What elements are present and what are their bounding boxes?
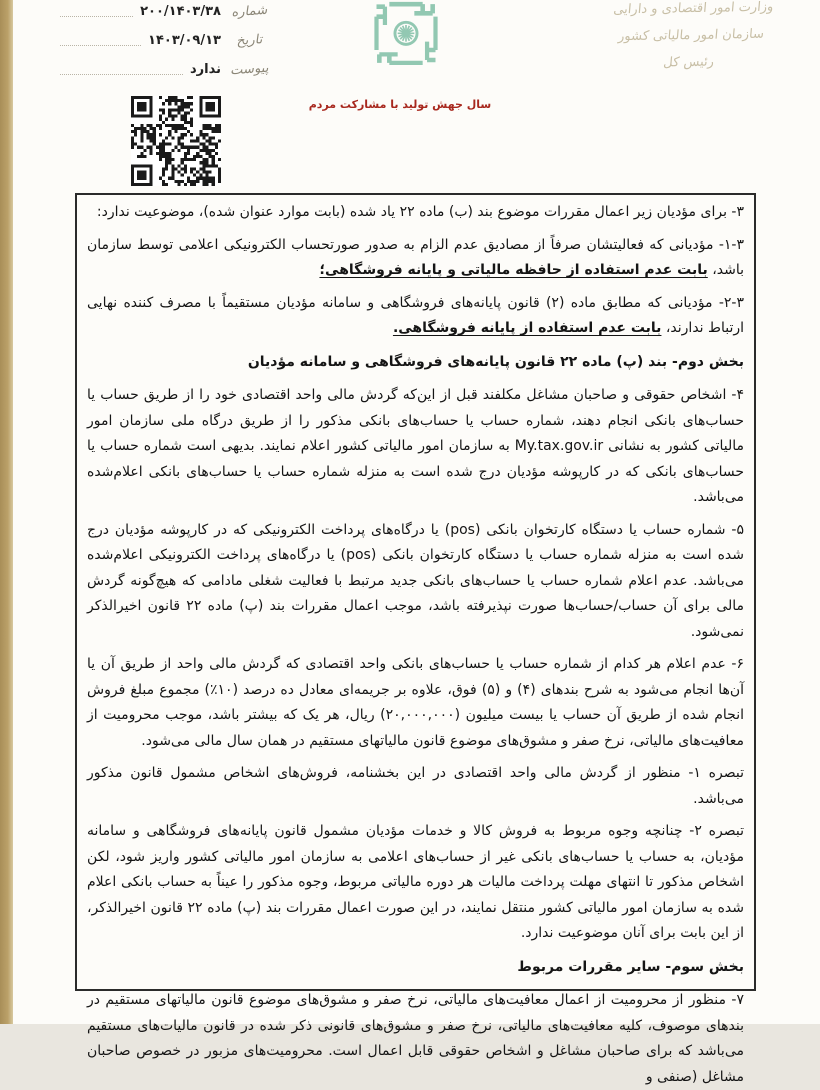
paragraph-7 (87, 988, 744, 1090)
dotted-rule (60, 45, 141, 46)
organization-name: سازمان امور مالیاتی کشور (617, 26, 765, 45)
paragraph-3-1 (87, 233, 744, 284)
meta-row-date (60, 31, 272, 49)
attachment-label: پیوست (229, 60, 271, 79)
paragraph-3 (87, 200, 744, 226)
number-label: شماره (231, 2, 270, 21)
meta-row-attachment (60, 60, 272, 78)
paragraph-text: ۱-۳- مؤدیانی که فعالیتشان صرفاً از مصادیق عدم الزام به صدور صورتحساب الکترونیکی اعلامی توسط سازمان باشد، (87, 236, 744, 278)
dotted-rule (60, 74, 183, 75)
date-label: تاریخ (235, 32, 265, 49)
paragraph-6 (87, 652, 744, 754)
year-slogan: سال جهش تولید با مشارکت مردم (308, 98, 492, 111)
paragraph-3-2 (87, 291, 744, 342)
letterhead-ministry (563, 0, 819, 72)
paragraph-text: ۲-۳- مؤدیانی که مطابق ماده (۲) قانون پایانه‌های فروشگاهی و سامانه مؤدیان مستقیماً با مصرف کننده نهایی ارتباط ندارند، (87, 294, 744, 336)
paragraph-text: تبصره ۱- منظور از گردش مالی واحد اقتصادی در این بخشنامه، فروش‌های اشخاص مشمول قانون مذکور می‌باشد. (87, 765, 744, 807)
paragraph-text: ۶- عدم اعلام هر کدام از شماره حساب یا حساب‌های بانکی واحد اقتصادی که گردش مالی واحد از طریق آن یا آن‌ها انجام می‌شود به شرح بندهای (۴) و (۵) فوق، علاوه بر جریمه‌ای معادل ده درصد (۱۰٪) مجموع مبلغ فروش انجام شده از طریق آن حساب یا بیست میلیون (۲۰,۰۰۰,۰۰۰) ریال، هر یک که بیشتر باشد، موجب محرومیت از معافیت‌های مالیاتی، نرخ صفر و مشوق‌های موضوع قانون مالیاتهای مستقیم در همان سال مالی می‌شود. (87, 656, 745, 749)
paragraph-text: ۵- شماره حساب یا دستگاه کارتخوان بانکی (pos) یا درگاه‌های پرداخت الکترونیکی که در کارپوشه مؤدیان درج شده است به منزله شماره حساب یا دستگاه کارتخوان بانکی (pos) یا درگاه‌های پرداخت الکترونیکی اعلام‌شده می‌باشد. عدم اعلام شماره حساب یا حساب‌های بانکی جدید مرتبط با فعالیت شغلی مادامی که هیچ‌گونه گردش مالی برای آن حساب/حساب‌ها صورت نپذیرفته باشد، موجب اعمال مقررات بند (پ) ماده ۲۲ قانون اخیرالذکر نمی‌شود. (87, 521, 745, 640)
paragraph-4 (87, 383, 744, 511)
paragraph-text: تبصره ۲- چنانچه وجوه مربوط به فروش کالا و خدمات مؤدیان مشمول قانون پایانه‌های فروشگاهی و سامانه مؤدیان، به حساب یا حساب‌های بانکی غیر از حساب‌های اعلامی به سازمان امور مالیاتی کشور واریز شود، لکن اشخاص مذکور تا انتهای مهلت پرداخت مالیات هر دوره مالیاتی مربوط، وجوه مذکور را عیناً به حساب بانکی اعلام شده به سازمان امور مالیاتی کشور منتقل نمایند، در این صورت اعمال مقررات بند (پ) ماده ۲۲ قانون اخیرالذکر، از این بابت برای آنان موضوعیت ندارد. (87, 823, 744, 941)
office-title: رئیس کل (662, 54, 715, 71)
attachment-value: ندارد (189, 62, 221, 77)
paragraph-emphasis: بابت عدم استفاده از حافظه مالیاتی و پایانه فروشگاهی؛ (319, 262, 708, 278)
letter-meta (60, 2, 272, 78)
qr-code (125, 96, 227, 186)
scan-edge (0, 0, 13, 1024)
date-value: ۱۴۰۳/۰۹/۱۳ (148, 33, 221, 48)
paragraph-text: ۳- برای مؤدیان زیر اعمال مقررات موضوع بند (ب) ماده ۲۲ یاد شده (بابت موارد عنوان شده)، موضوعیت ندارد: (96, 204, 744, 220)
meta-row-number (60, 2, 272, 20)
letter-body (75, 193, 756, 1085)
paragraph-emphasis: بابت عدم استفاده از پایانه فروشگاهی. (392, 320, 662, 336)
dotted-rule (60, 16, 133, 17)
paragraph-5 (87, 518, 744, 646)
paragraph-text: ۷- منظور از محرومیت از اعمال معافیت‌های مالیاتی، نرخ صفر و مشوق‌های موضوع قانون مالیاتهای مستقیم در بندهای موصوف، کلیه معافیت‌های مالیاتی، نرخ صفر و مشوق‌های قانونی ذکر شده در قانون مالیات‌های مستقیم می‌باشد که برای صاحبان مشاغل و اشخاص حقوقی قابل اعمال است. محرومیت‌های مزبور در خصوص صاحبان مشاغل (صنفی و (87, 992, 744, 1085)
section-two-heading: بخش دوم- بند (پ) ماده ۲۲ قانون پایانه‌های فروشگاهی و سامانه مؤدیان (247, 353, 744, 370)
ministry-name: وزارت امور اقتصادی و دارایی (612, 0, 775, 18)
note-2 (87, 819, 744, 947)
note-1 (87, 761, 744, 812)
paragraph-text: ۴- اشخاص حقوقی و صاحبان مشاغل مکلفند قبل از این‌که گردش مالی واحد اقتصادی خود را از طریق حساب یا حساب‌های بانکی انجام دهند، شماره حساب یا حساب‌های بانکی مذکور را از طریق درگاه ملی سازمان امور مالیاتی کشور به نشانی My.tax.gov.ir به سازمان امور مالیاتی کشور اعلام نمایند. بدیهی است شماره حساب یا حساب‌های بانکی که در کارپوشه مؤدیان درج شده است به منزله شماره حساب یا حساب‌های بانکی اعلام‌شده می‌باشد. (87, 387, 744, 505)
number-value: ۲۰۰/۱۴۰۳/۳۸ (140, 4, 221, 19)
section-three-heading: بخش سوم- سایر مقررات مربوط (517, 958, 744, 975)
tax-administration-emblem-icon (356, 0, 456, 76)
